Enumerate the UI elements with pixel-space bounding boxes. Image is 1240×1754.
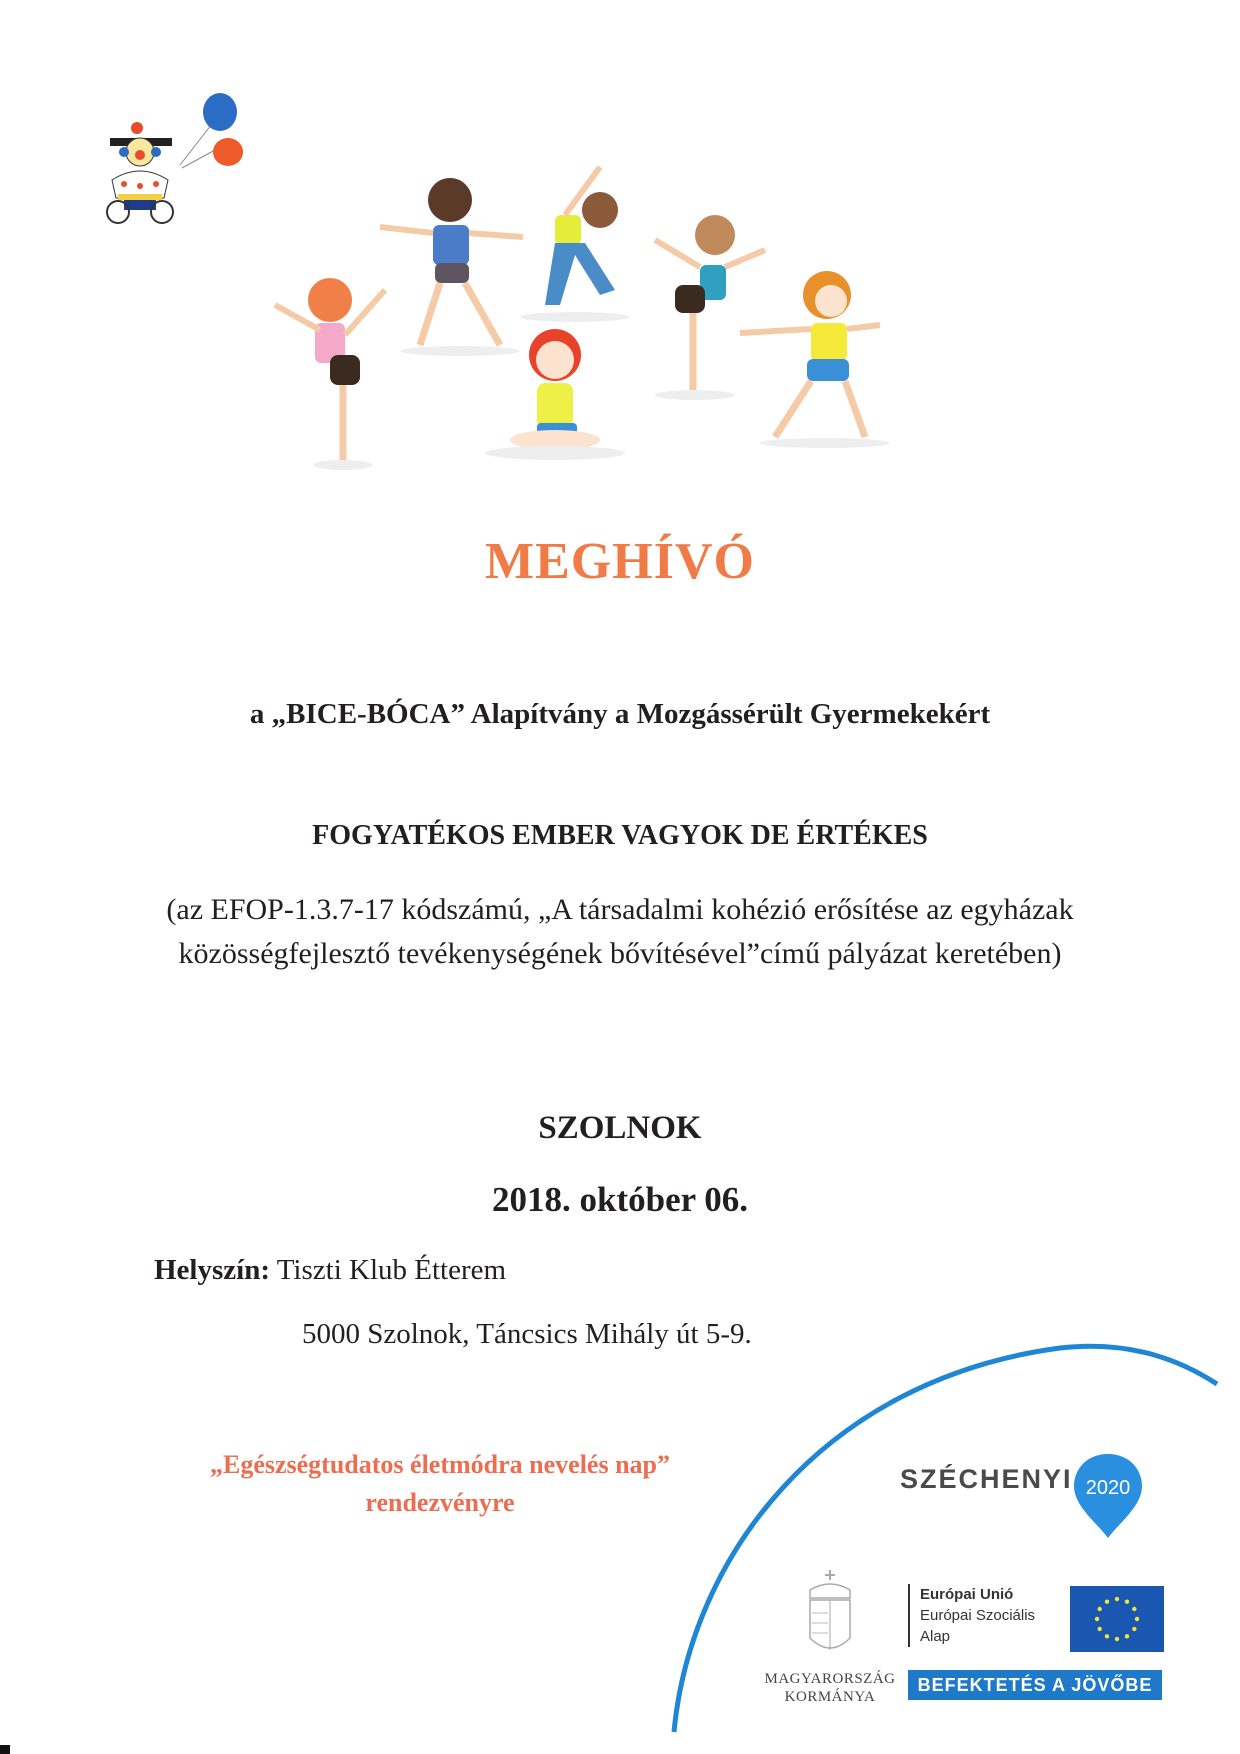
- venue-name: Tiszti Klub Étterem: [276, 1254, 507, 1286]
- eu-star: [1135, 1617, 1139, 1621]
- event-name-line: rendezvényre: [365, 1488, 515, 1517]
- event-name-line: „Egészségtudatos életmódra nevelés nap”: [209, 1450, 670, 1479]
- location-pin-icon: [1070, 1452, 1146, 1540]
- child-figure: [655, 215, 765, 400]
- venue-line: [154, 1254, 506, 1287]
- eu-fund-text: [908, 1584, 1035, 1647]
- event-name: [160, 1446, 720, 1522]
- project-description: (az EFOP-1.3.7-17 kódszámú, „A társadalmi kohézió erősítése az egyházak közösségfejlesztő tevékenységének bővítésével”című pályázat keretében): [166, 893, 1074, 970]
- venue-address: 5000 Szolnok, Táncsics Mihály út 5-9.: [302, 1318, 752, 1350]
- eu-flag-icon: [1070, 1586, 1164, 1652]
- eu-star: [1097, 1627, 1101, 1631]
- eu-star: [1105, 1599, 1109, 1603]
- blue-balloon: [203, 93, 237, 131]
- eu-star: [1132, 1607, 1136, 1611]
- clown-logo-image: [100, 90, 250, 230]
- eu-star: [1115, 1637, 1119, 1641]
- child-figure: [520, 167, 630, 322]
- eu-star: [1132, 1627, 1136, 1631]
- hungarian-coat-of-arms-icon: [800, 1568, 860, 1660]
- event-date: 2018. október 06.: [491, 1180, 749, 1219]
- child-figure: [380, 178, 523, 356]
- orange-balloon: [213, 138, 243, 166]
- slogan-banner: BEFEKTETÉS A JÖVŐBE: [908, 1670, 1162, 1700]
- eu-star: [1125, 1634, 1129, 1638]
- szechenyi-logo-text: SZÉCHENYI: [900, 1464, 1073, 1494]
- eu-star: [1105, 1634, 1109, 1638]
- eu-star: [1125, 1599, 1129, 1603]
- scan-corner-mark: [0, 1745, 10, 1754]
- eu-star: [1115, 1597, 1119, 1601]
- government-logo-text: [760, 1670, 900, 1706]
- government-line: MAGYARORSZÁG: [764, 1671, 896, 1687]
- eu-star: [1097, 1607, 1101, 1611]
- invitation-title: MEGHÍVÓ: [485, 533, 755, 590]
- szechenyi-year: 2020: [1085, 1477, 1131, 1499]
- project-title: FOGYATÉKOS EMBER VAGYOK DE ÉRTÉKES: [312, 820, 928, 851]
- government-line: KORMÁNYA: [784, 1689, 876, 1705]
- eu-line: Alap: [920, 1628, 951, 1645]
- event-city: SZOLNOK: [538, 1110, 702, 1146]
- child-figure: [740, 271, 890, 448]
- kids-yoga-illustration: [255, 155, 995, 495]
- eu-line: Európai Unió: [920, 1586, 1014, 1603]
- organization-name: a „BICE-BÓCA” Alapítvány a Mozgássérült Gyermekekért: [249, 698, 991, 730]
- child-figure: [275, 278, 385, 470]
- eu-star: [1095, 1617, 1099, 1621]
- venue-label: Helyszín:: [154, 1254, 270, 1286]
- eu-line: Európai Szociális: [920, 1607, 1036, 1624]
